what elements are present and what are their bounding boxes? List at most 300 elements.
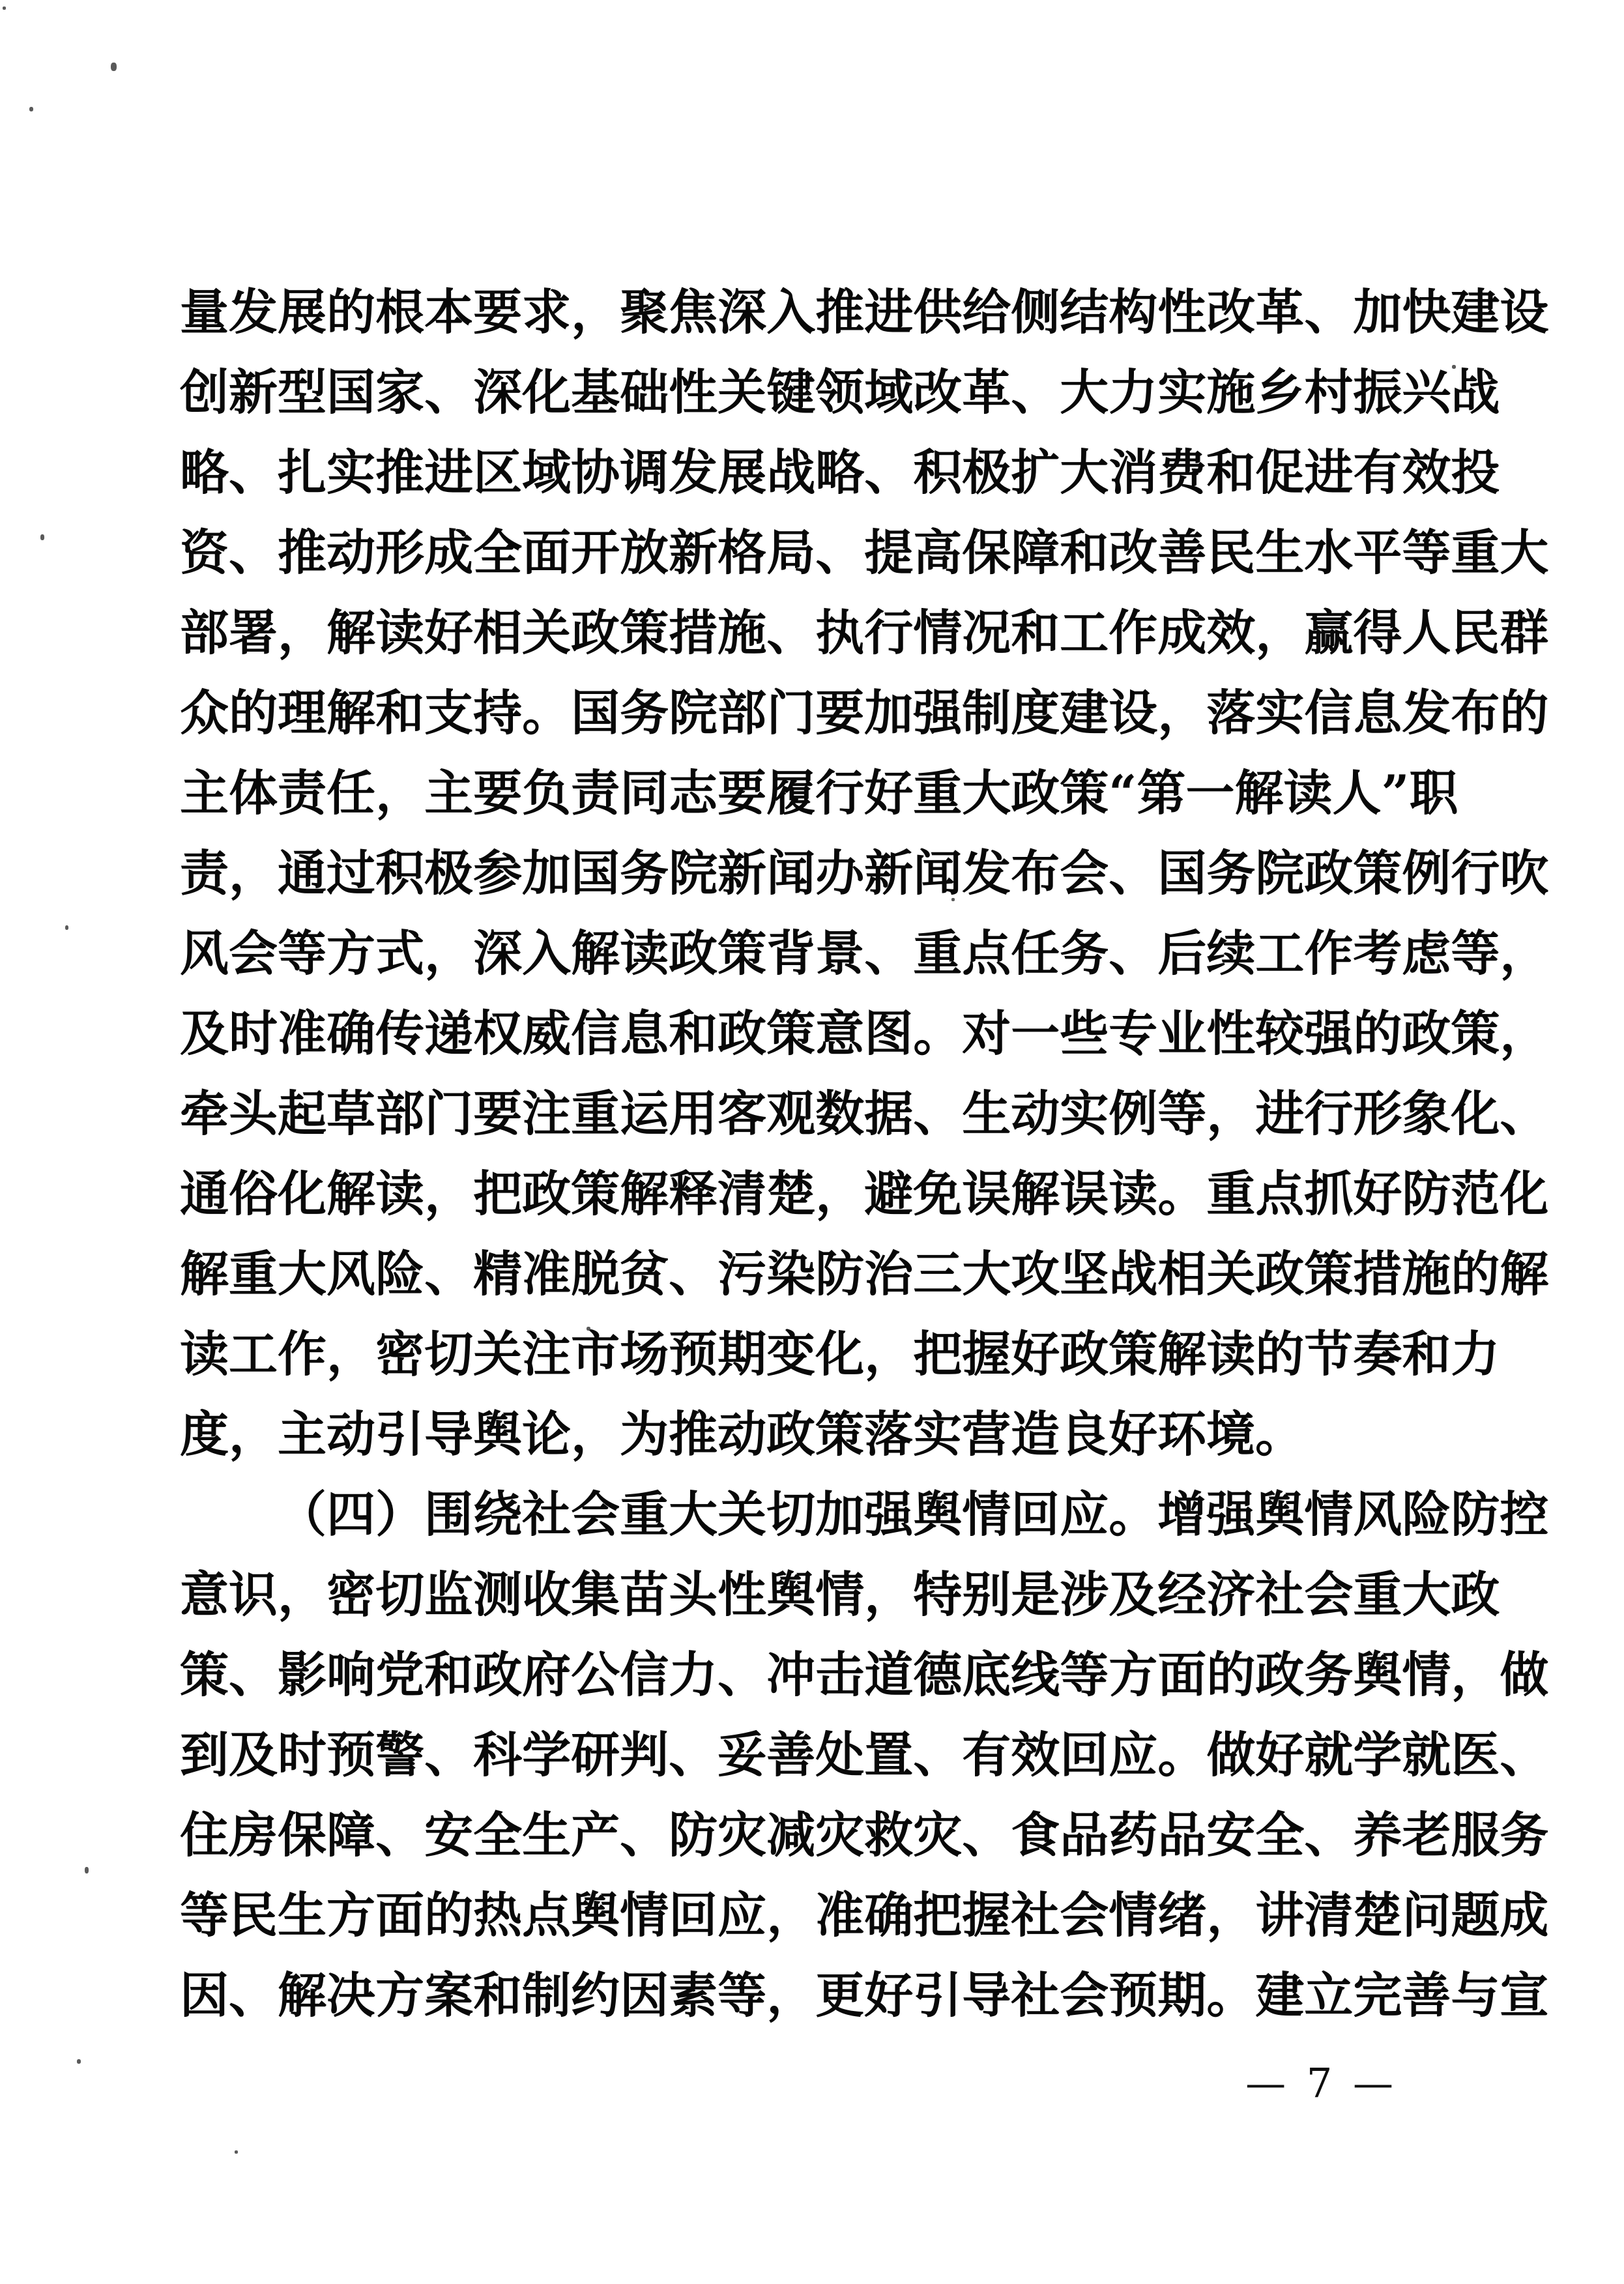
glyph: 等 [718, 1967, 767, 2024]
glyph: 信 [571, 1005, 620, 1062]
glyph: 务 [1500, 1806, 1549, 1864]
glyph: 题 [1451, 1886, 1500, 1944]
glyph: 民 [1206, 524, 1256, 581]
text-line [180, 1956, 1549, 2036]
glyph: 深 [718, 283, 767, 341]
glyph: 策 [1353, 845, 1402, 902]
glyph: 进 [1255, 1085, 1305, 1142]
glyph: 焦 [669, 283, 718, 341]
text-line [180, 673, 1549, 753]
glyph: ， [1500, 1005, 1549, 1062]
glyph: 新 [864, 845, 914, 902]
glyph: 围 [424, 1486, 474, 1543]
glyph: 效 [1011, 1726, 1060, 1784]
glyph: 门 [766, 684, 816, 742]
glyph: 和 [1402, 1325, 1451, 1383]
text-line [180, 1314, 1500, 1395]
glyph: ， [1206, 1886, 1256, 1944]
glyph: 国 [326, 364, 376, 421]
glyph: 攻 [1011, 1245, 1060, 1303]
glyph: 政 [669, 925, 718, 982]
glyph: 绕 [473, 1486, 523, 1543]
glyph: 性 [718, 1566, 767, 1623]
glyph: 度 [1011, 684, 1060, 742]
glyph: 键 [766, 364, 816, 421]
glyph: 域 [864, 364, 914, 421]
glyph: 息 [620, 1005, 669, 1062]
glyph: 重 [620, 1486, 669, 1543]
glyph: 力 [669, 1646, 718, 1703]
glyph: 战 [766, 444, 816, 501]
glyph: 成 [424, 524, 474, 581]
glyph: 参 [473, 845, 523, 902]
glyph: 务 [1304, 1646, 1354, 1703]
glyph: 保 [962, 524, 1011, 581]
glyph: 预 [669, 1325, 718, 1383]
glyph: 观 [766, 1085, 816, 1142]
glyph: 平 [1353, 524, 1402, 581]
glyph: 解 [1157, 1325, 1207, 1383]
glyph: 会 [229, 925, 278, 982]
glyph: 读 [620, 925, 669, 982]
glyph: 公 [571, 1646, 620, 1703]
glyph: 解 [1234, 764, 1284, 822]
glyph: 战 [1109, 1245, 1158, 1303]
glyph: 政 [1304, 845, 1354, 902]
glyph: 院 [669, 845, 718, 902]
glyph: 情 [913, 604, 963, 661]
glyph: 、 [913, 1726, 963, 1784]
glyph: 极 [424, 845, 474, 902]
glyph: 生 [522, 1806, 572, 1864]
glyph: 时 [278, 1726, 327, 1784]
glyph: 、 [669, 1726, 718, 1784]
glyph: 、 [424, 1726, 474, 1784]
glyph: 预 [1109, 1967, 1158, 2024]
glyph: 持 [473, 684, 523, 742]
glyph: 误 [1060, 1165, 1109, 1222]
glyph: 力 [1451, 1325, 1500, 1383]
glyph: 处 [815, 1726, 865, 1784]
glyph: 积 [375, 845, 425, 902]
glyph: 好 [864, 764, 914, 822]
glyph: ” [1381, 764, 1410, 822]
glyph: 情 [962, 1486, 1011, 1543]
glyph: 有 [1353, 444, 1402, 501]
glyph: 读 [1283, 764, 1333, 822]
glyph: 和 [1206, 444, 1256, 501]
glyph: ， [326, 1325, 376, 1383]
glyph: 工 [229, 1325, 278, 1383]
glyph: 领 [815, 364, 865, 421]
glyph: 资 [180, 524, 229, 581]
glyph: 底 [962, 1646, 1011, 1703]
glyph: 冲 [766, 1646, 816, 1703]
glyph: 防 [669, 1806, 718, 1864]
glyph: 重 [913, 764, 963, 822]
glyph: 发 [229, 283, 278, 341]
glyph: 建 [1060, 684, 1109, 742]
glyph: 履 [766, 764, 816, 822]
glyph: 应 [1109, 1726, 1158, 1784]
glyph: 式 [375, 925, 425, 982]
glyph: 期 [718, 1325, 767, 1383]
glyph: 措 [1353, 1245, 1402, 1303]
text-line [180, 1154, 1549, 1234]
glyph: “ [1109, 764, 1137, 822]
glyph: ， [1500, 925, 1549, 982]
glyph: 。 [1206, 1967, 1256, 2024]
glyph: 得 [1353, 604, 1402, 661]
glyph: 发 [962, 845, 1011, 902]
glyph: 景 [815, 925, 865, 982]
glyph: 些 [1060, 1005, 1109, 1062]
glyph: 经 [1157, 1566, 1207, 1623]
glyph: 实 [326, 444, 376, 501]
glyph: 信 [620, 1646, 669, 1703]
glyph: 门 [424, 1085, 474, 1142]
glyph: 、 [718, 1646, 767, 1703]
glyph: 社 [1255, 1566, 1305, 1623]
glyph: 的 [1500, 684, 1549, 742]
glyph: 预 [326, 1726, 376, 1784]
glyph: 和 [669, 1005, 718, 1062]
text-line [180, 1635, 1549, 1715]
glyph: 振 [1353, 364, 1402, 421]
glyph: 聚 [620, 283, 669, 341]
glyph: 、 [229, 444, 278, 501]
glyph: 、 [375, 1806, 425, 1864]
glyph: 要 [718, 764, 767, 822]
glyph: 置 [864, 1726, 914, 1784]
glyph: 强 [1206, 1486, 1256, 1543]
glyph: 社 [1011, 1967, 1060, 2024]
glyph: 权 [473, 1005, 523, 1062]
glyph: 养 [1353, 1806, 1402, 1864]
glyph: 读 [1109, 1165, 1158, 1222]
glyph: 济 [1206, 1566, 1256, 1623]
glyph: ， [1255, 604, 1305, 661]
glyph: 点 [962, 925, 1011, 982]
glyph: 进 [424, 444, 474, 501]
glyph: 战 [1451, 364, 1500, 421]
glyph: 构 [1109, 283, 1158, 341]
glyph: 会 [1304, 1566, 1354, 1623]
glyph: 灾 [718, 1806, 767, 1864]
glyph: 作 [1109, 604, 1158, 661]
glyph: 生 [1255, 524, 1305, 581]
glyph: 通 [278, 845, 327, 902]
glyph: 进 [1304, 444, 1354, 501]
glyph: 、 [424, 364, 474, 421]
glyph: 和 [1060, 524, 1109, 581]
glyph: 展 [278, 283, 327, 341]
glyph: 好 [1353, 1165, 1402, 1222]
glyph: 读 [1206, 1325, 1256, 1383]
glyph: 较 [1255, 1005, 1305, 1062]
glyph: 国 [1157, 845, 1207, 902]
glyph: 况 [962, 604, 1011, 661]
glyph: 就 [1402, 1726, 1451, 1784]
glyph: 识 [229, 1566, 278, 1623]
glyph: 同 [620, 764, 669, 822]
glyph: 点 [522, 1886, 572, 1944]
glyph: 措 [669, 604, 718, 661]
glyph: 改 [913, 364, 963, 421]
glyph: 节 [1304, 1325, 1354, 1383]
glyph: 实 [1060, 1085, 1109, 1142]
glyph: 做 [1500, 1646, 1549, 1703]
glyph: 图 [864, 1005, 914, 1062]
glyph: 提 [864, 524, 914, 581]
glyph: 的 [1206, 1646, 1256, 1703]
glyph: 建 [1255, 1967, 1305, 2024]
glyph: 相 [1157, 1245, 1207, 1303]
glyph: 研 [571, 1726, 620, 1784]
glyph: 染 [766, 1245, 816, 1303]
glyph: 险 [375, 1245, 425, 1303]
glyph: 准 [522, 1245, 572, 1303]
glyph: 食 [1011, 1806, 1060, 1864]
glyph: 施 [1402, 1245, 1451, 1303]
glyph: 安 [1206, 1806, 1256, 1864]
glyph: 的 [229, 684, 278, 742]
glyph: 社 [522, 1486, 572, 1543]
glyph: 面 [522, 524, 572, 581]
glyph: 效 [1402, 444, 1451, 501]
glyph: 品 [1060, 1806, 1109, 1864]
glyph: 政 [718, 1005, 767, 1062]
glyph: 发 [669, 444, 718, 501]
glyph: 形 [1353, 1085, 1402, 1142]
glyph: 政 [473, 1646, 523, 1703]
glyph: 注 [522, 1325, 572, 1383]
glyph: 确 [864, 1886, 914, 1944]
glyph: 性 [1206, 1005, 1256, 1062]
glyph: 灾 [913, 1806, 963, 1864]
glyph: 民 [1451, 604, 1500, 661]
glyph: 期 [1157, 1967, 1207, 2024]
glyph: 起 [278, 1085, 327, 1142]
glyph: 第 [1137, 764, 1186, 822]
glyph: 苗 [620, 1566, 669, 1623]
glyph: 政 [1011, 764, 1060, 822]
glyph: 政 [1402, 1005, 1451, 1062]
glyph: 政 [1255, 1646, 1305, 1703]
glyph: 解 [180, 1245, 229, 1303]
glyph: 范 [1451, 1165, 1500, 1222]
glyph: 息 [1353, 684, 1402, 742]
glyph: ， [864, 1325, 914, 1383]
glyph: 防 [1451, 1486, 1500, 1543]
glyph: 进 [864, 283, 914, 341]
glyph: 舆 [766, 1566, 816, 1623]
glyph: 入 [522, 925, 572, 982]
glyph: 等 [180, 1886, 229, 1944]
glyph: 协 [571, 444, 620, 501]
glyph: 开 [571, 524, 620, 581]
glyph: 回 [1011, 1486, 1060, 1543]
glyph: 、 [1500, 1726, 1549, 1784]
glyph: 避 [864, 1165, 914, 1222]
glyph: 、 [669, 1245, 718, 1303]
glyph: 象 [1402, 1085, 1451, 1142]
glyph: 等 [1451, 925, 1500, 982]
glyph: 略 [815, 444, 865, 501]
glyph: 好 [1011, 1325, 1060, 1383]
glyph: 务 [620, 845, 669, 902]
glyph: 消 [1109, 444, 1158, 501]
glyph: 读 [375, 604, 425, 661]
glyph: 及 [229, 1726, 278, 1784]
glyph: 方 [326, 1886, 376, 1944]
glyph: 生 [278, 1886, 327, 1944]
glyph: 抓 [1304, 1165, 1354, 1222]
glyph: 型 [278, 364, 327, 421]
glyph: 发 [1402, 684, 1451, 742]
glyph: ， [229, 845, 278, 902]
glyph: 极 [962, 444, 1011, 501]
glyph: 意 [180, 1566, 229, 1623]
glyph: 动 [1011, 1085, 1060, 1142]
glyph: 乡 [1255, 364, 1305, 421]
glyph: 等 [1402, 524, 1451, 581]
glyph: 德 [913, 1646, 963, 1703]
glyph: 道 [864, 1646, 914, 1703]
glyph: 、 [229, 524, 278, 581]
glyph: 责 [571, 764, 620, 822]
glyph: 新 [669, 524, 718, 581]
glyph: 推 [375, 444, 425, 501]
glyph: 责 [278, 764, 327, 822]
glyph: 和 [473, 1967, 523, 2024]
glyph: 策 [1304, 1245, 1354, 1303]
glyph: 考 [1353, 925, 1402, 982]
glyph: 警 [375, 1726, 425, 1784]
glyph: 增 [1157, 1486, 1207, 1543]
glyph: 别 [962, 1566, 1011, 1623]
text-line [180, 753, 1458, 833]
glyph: 的 [424, 1886, 474, 1944]
glyph: 脱 [571, 1245, 620, 1303]
glyph: 的 [1353, 1005, 1402, 1062]
glyph: 例 [1109, 1085, 1158, 1142]
glyph: 任 [326, 764, 376, 822]
glyph: 策 [620, 604, 669, 661]
glyph: 务 [1060, 925, 1109, 982]
glyph: 递 [424, 1005, 474, 1062]
glyph: 解 [1011, 1165, 1060, 1222]
glyph: 讲 [1255, 1886, 1305, 1944]
glyph: 业 [1157, 1005, 1207, 1062]
glyph: 、 [1109, 925, 1158, 982]
glyph: 解 [326, 1165, 376, 1222]
scan-speckle [40, 534, 44, 540]
glyph: 治 [864, 1245, 914, 1303]
glyph: 关 [473, 1325, 523, 1383]
glyph: 重 [913, 925, 963, 982]
glyph: 任 [1011, 925, 1060, 982]
glyph: 民 [229, 1886, 278, 1944]
glyph: 舆 [1353, 1646, 1402, 1703]
glyph: ， [375, 764, 425, 822]
glyph: 布 [1451, 684, 1500, 742]
glyph: 要 [473, 283, 523, 341]
glyph: 。 [913, 1005, 963, 1062]
glyph: 全 [473, 524, 523, 581]
glyph: 老 [1402, 1806, 1451, 1864]
glyph: 例 [1402, 845, 1451, 902]
scan-speckle [3, 7, 6, 10]
glyph: 面 [1157, 1646, 1207, 1703]
glyph: ， [766, 1967, 816, 2024]
glyph: 热 [473, 1886, 523, 1944]
glyph: ， [815, 1165, 865, 1222]
glyph: ， [766, 1886, 816, 1944]
glyph: 握 [962, 1325, 1011, 1383]
glyph: 善 [766, 1726, 816, 1784]
glyph: 威 [522, 1005, 572, 1062]
glyph: 是 [1011, 1566, 1060, 1623]
glyph: 重 [571, 1085, 620, 1142]
glyph: 虑 [1402, 925, 1451, 982]
glyph: 楚 [1353, 1886, 1402, 1944]
glyph: 密 [375, 1325, 425, 1383]
glyph: 会 [1060, 845, 1109, 902]
glyph: 相 [473, 604, 523, 661]
glyph: 、 [864, 925, 914, 982]
glyph: 因 [620, 1967, 669, 2024]
glyph: 头 [229, 1085, 278, 1142]
glyph: 加 [522, 845, 572, 902]
glyph: 化 [522, 364, 572, 421]
glyph: 把 [913, 1886, 963, 1944]
glyph: 积 [913, 444, 963, 501]
glyph: 村 [1304, 364, 1354, 421]
glyph: 人 [1402, 604, 1451, 661]
glyph: 放 [620, 524, 669, 581]
glyph: 好 [424, 604, 474, 661]
glyph: 专 [1109, 1005, 1158, 1062]
glyph: 署 [229, 604, 278, 661]
glyph: ， [278, 604, 327, 661]
glyph: 三 [913, 1245, 963, 1303]
glyph: 学 [1353, 1726, 1402, 1784]
glyph: 行 [1451, 845, 1500, 902]
glyph: ， [1451, 1646, 1500, 1703]
glyph: 策 [1451, 1005, 1500, 1062]
glyph: 注 [522, 1085, 572, 1142]
glyph: 、 [1109, 845, 1158, 902]
glyph: 入 [766, 283, 816, 341]
glyph: 决 [326, 1967, 376, 2024]
glyph: ， [1157, 684, 1207, 742]
glyph: 立 [1304, 1967, 1354, 2024]
glyph: 导 [962, 1967, 1011, 2024]
glyph: 素 [669, 1967, 718, 2024]
glyph: 舆 [913, 1486, 963, 1543]
glyph: 药 [1109, 1806, 1158, 1864]
glyph: （ [278, 1486, 327, 1543]
glyph: 击 [815, 1646, 865, 1703]
glyph: 社 [1011, 1886, 1060, 1944]
glyph: 策 [571, 1165, 620, 1222]
glyph: 展 [718, 444, 767, 501]
text-line [180, 1875, 1549, 1956]
glyph: 一 [1185, 764, 1235, 822]
glyph: 问 [1402, 1886, 1451, 1944]
glyph: 成 [1157, 604, 1207, 661]
